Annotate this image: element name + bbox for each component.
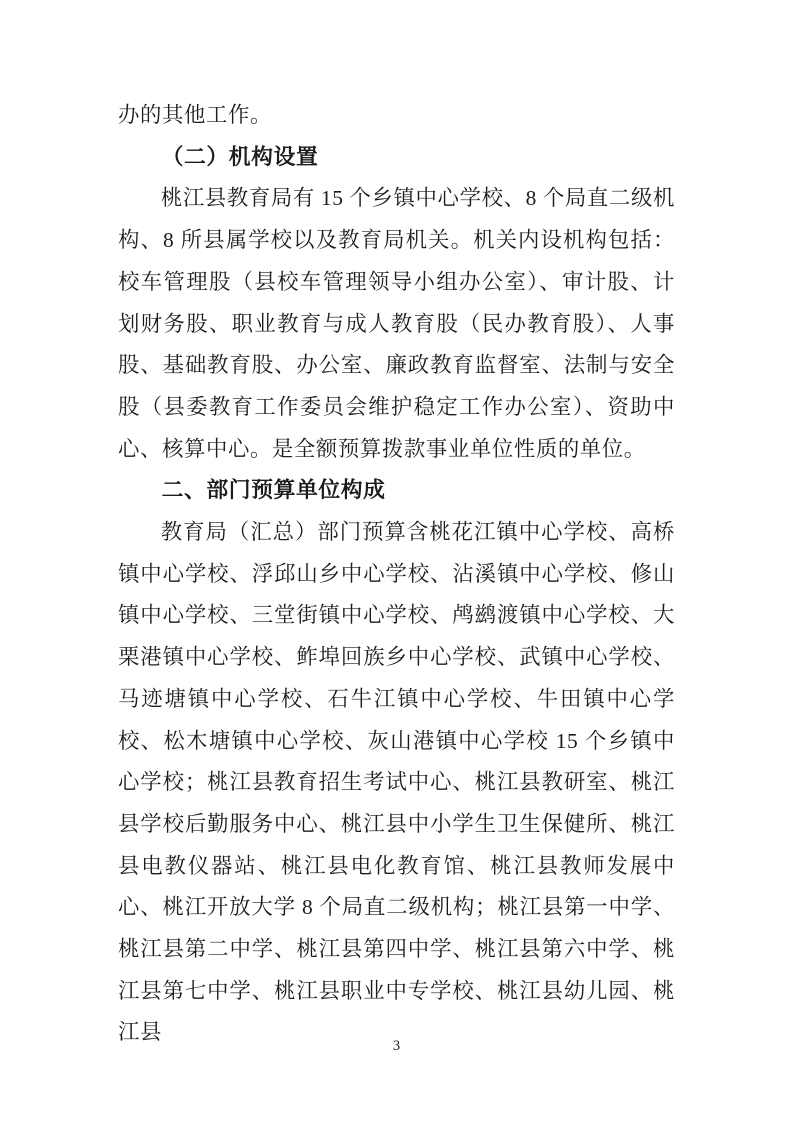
document-text-area: [118, 95, 675, 1054]
page-number: 3: [392, 1038, 401, 1054]
section-heading-budget-unit-composition: 二、部门预算单位构成: [161, 478, 386, 503]
paragraph-organization-setup: 桃江县教育局有 15 个乡镇中心学校、8 个局直二级机构、8 所县属学校以及教育局机关。机关内设机构包括：校车管理股（县校车管理领导小组办公室）、审计股、计划财务股、职业教育与成人教育股（民办教育股）、人事股、基础教育股、办公室、廉政教育监督室、法制与安全股（县委教育工作委员会维护稳定工作办公室）、资助中心、核算中心。是全额预算拨款事业单位性质的单位。: [118, 186, 675, 461]
page-footer: [0, 1036, 793, 1056]
paragraph-continuation-other-work: 办的其他工作。: [118, 103, 272, 127]
paragraph-budget-unit-composition: 教育局（汇总）部门预算含桃花江镇中心学校、高桥镇中心学校、浮邱山乡中心学校、沾溪镇中心学校、修山镇中心学校、三堂街镇中心学校、鸬鹚渡镇中心学校、大栗港镇中心学校、鲊埠回族乡中心学校、武镇中心学校、马迹塘镇中心学校、石牛江镇中心学校、牛田镇中心学校、松木塘镇中心学校、灰山港镇中心学校 15 个乡镇中心学校；桃江县教育招生考试中心、桃江县教研室、桃江县学校后勤服务中心、桃江县中小学生卫生保健所、桃江县电教仪器站、桃江县电化教育馆、桃江县教师发展中心、桃江开放大学 8 个局直二级机构；桃江县第一中学、桃江县第二中学、桃江县第四中学、桃江县第六中学、桃江县第七中学、桃江县职业中专学校、桃江县幼儿园、桃江县: [118, 520, 675, 1045]
section-heading-organization-setup: （二）机构设置: [161, 144, 319, 169]
